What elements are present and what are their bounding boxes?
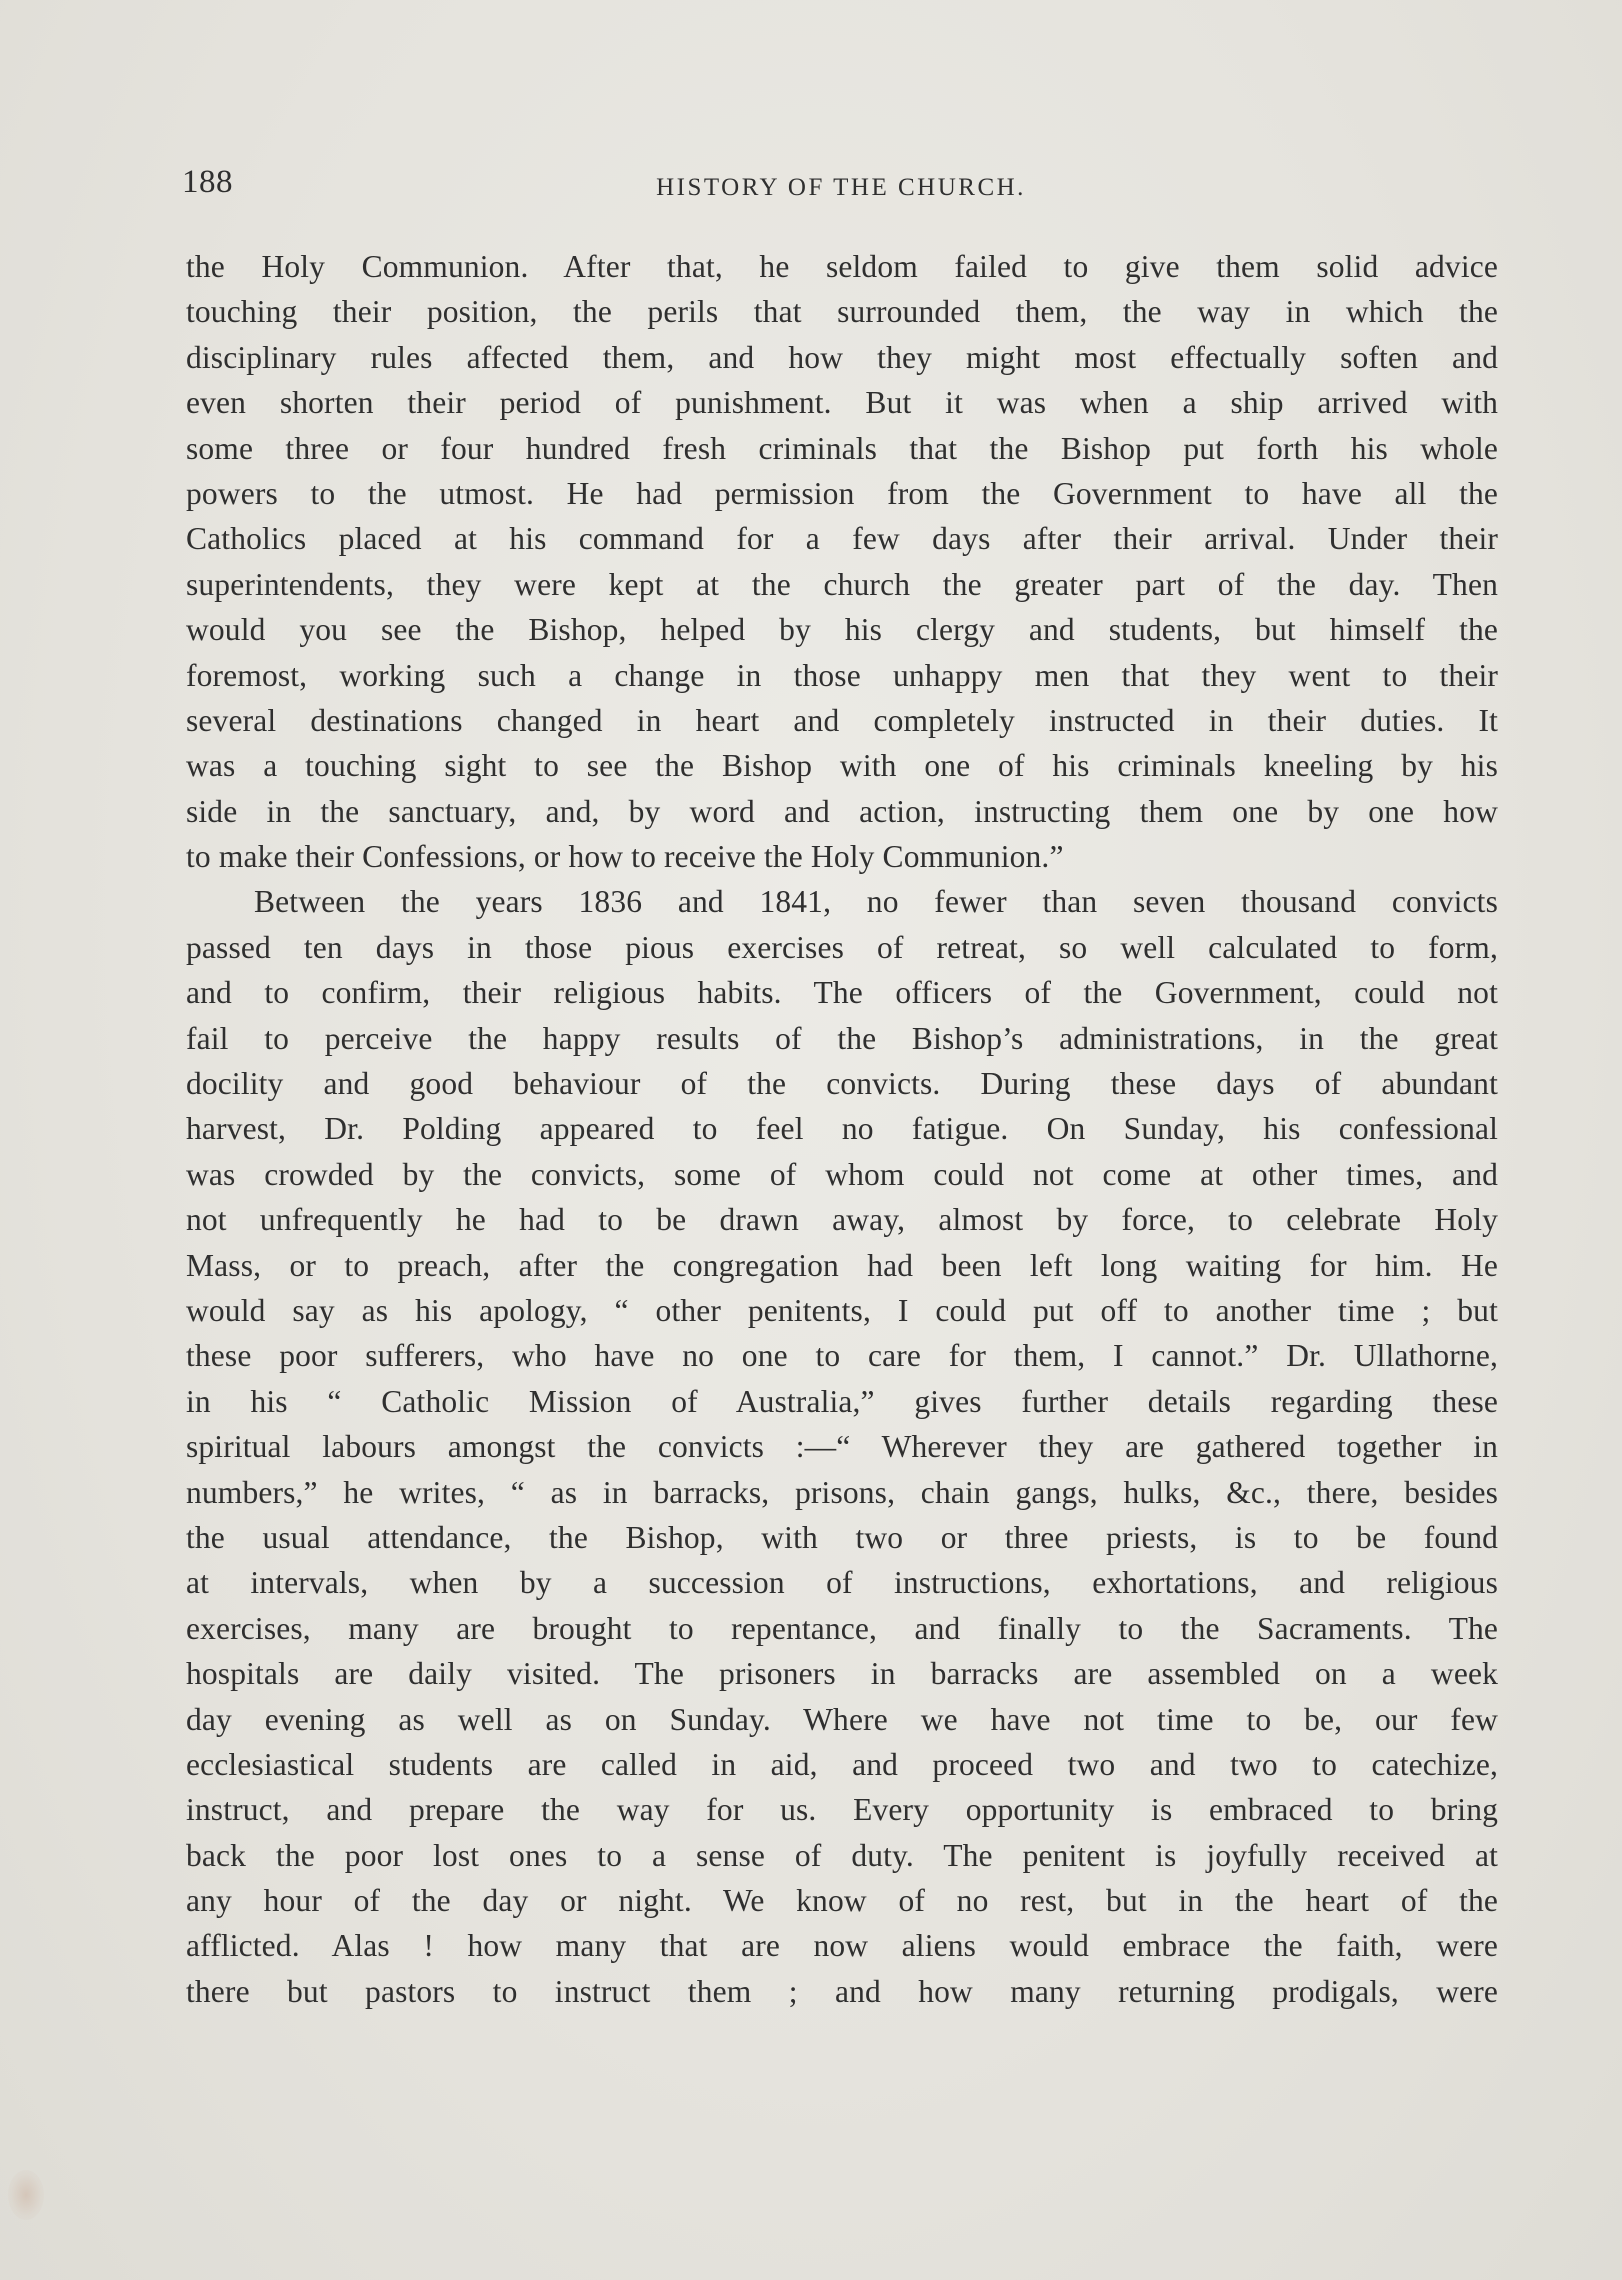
text-line: was a touching sight to see the Bishop with one of his criminals kneeling by his — [186, 748, 1498, 784]
text-line: foremost, working such a change in those unhappy men that they went to their — [186, 657, 1498, 693]
text-line: side in the sanctuary, and, by word and action, instructing them one by one how — [186, 793, 1498, 829]
text-line: numbers,” he writes, “ as in barracks, prisons, chain gangs, hulks, &c., there, besides — [186, 1474, 1498, 1510]
text-line: touching their position, the perils that surrounded them, the way in which the — [186, 294, 1498, 330]
text-line: back the poor lost ones to a sense of duty. The penitent is joyfully received at — [186, 1837, 1498, 1873]
text-line: these poor sufferers, who have no one to care for them, I cannot.” Dr. Ullathorne, — [186, 1338, 1498, 1374]
text-line: to make their Confessions, or how to receive the Holy Communion.” — [186, 839, 1064, 875]
text-line: harvest, Dr. Polding appeared to feel no fatigue. On Sunday, his confessional — [186, 1111, 1498, 1147]
text-line: in his “ Catholic Mission of Australia,” gives further details regarding these — [186, 1383, 1498, 1419]
text-line: not unfrequently he had to be drawn away, almost by force, to celebrate Holy — [186, 1202, 1498, 1238]
text-line: the Holy Communion. After that, he seldom failed to give them solid advice — [186, 249, 1498, 284]
text-line: disciplinary rules affected them, and how they might most effectually soften and — [186, 339, 1498, 375]
text-line: hospitals are daily visited. The prisoners in barracks are assembled on a week — [186, 1656, 1498, 1692]
text-line: some three or four hundred fresh criminals that the Bishop put forth his whole — [186, 430, 1498, 466]
text-line: superintendents, they were kept at the church the greater part of the day. Then — [186, 566, 1498, 602]
text-line: was crowded by the convicts, some of whom could not come at other times, and — [186, 1156, 1498, 1192]
text-line: there but pastors to instruct them ; and how many returning prodigals, were — [186, 1973, 1498, 2009]
page-number: 188 — [182, 164, 233, 200]
text-line: exercises, many are brought to repentance, and finally to the Sacraments. The — [186, 1610, 1498, 1646]
text-line: docility and good behaviour of the convicts. During these days of abundant — [186, 1066, 1498, 1102]
text-line: at intervals, when by a succession of instructions, exhortations, and religious — [186, 1565, 1498, 1601]
text-line: spiritual labours amongst the convicts :—“ Wherever they are gathered together in — [186, 1429, 1498, 1465]
text-line: Between the years 1836 and 1841, no fewer than seven thousand convicts — [254, 884, 1498, 920]
text-line: fail to perceive the happy results of the Bishop’s administrations, in the great — [186, 1020, 1498, 1056]
text-line: several destinations changed in heart and completely instructed in their duties. It — [186, 702, 1498, 738]
text-line: would say as his apology, “ other penitents, I could put off to another time ; but — [186, 1292, 1498, 1328]
text-line: day evening as well as on Sunday. Where we have not time to be, our few — [186, 1701, 1498, 1737]
text-line: passed ten days in those pious exercises of retreat, so well calculated to form, — [186, 929, 1498, 965]
text-line: afflicted. Alas ! how many that are now aliens would embrace the faith, were — [186, 1928, 1498, 1964]
text-line: the usual attendance, the Bishop, with two or three priests, is to be found — [186, 1519, 1498, 1555]
running-head — [182, 160, 1500, 210]
text-line: any hour of the day or night. We know of no rest, but in the heart of the — [186, 1883, 1498, 1919]
text-line: even shorten their period of punishment. But it was when a ship arrived with — [186, 385, 1498, 421]
running-title: HISTORY OF THE CHURCH. — [656, 174, 1026, 201]
page-stain — [8, 2170, 44, 2220]
text-line: instruct, and prepare the way for us. Every opportunity is embraced to bring — [186, 1792, 1498, 1828]
text-line: ecclesiastical students are called in aid, and proceed two and two to catechize, — [186, 1746, 1498, 1782]
text-line: powers to the utmost. He had permission from the Government to have all the — [186, 475, 1498, 511]
text-line: and to confirm, their religious habits. The officers of the Government, could not — [186, 975, 1498, 1011]
text-line: would you see the Bishop, helped by his clergy and students, but himself the — [186, 612, 1498, 648]
text-line: Mass, or to preach, after the congregation had been left long waiting for him. He — [186, 1247, 1498, 1283]
text-line: Catholics placed at his command for a few days after their arrival. Under their — [186, 521, 1498, 557]
body-text — [186, 244, 1498, 2014]
